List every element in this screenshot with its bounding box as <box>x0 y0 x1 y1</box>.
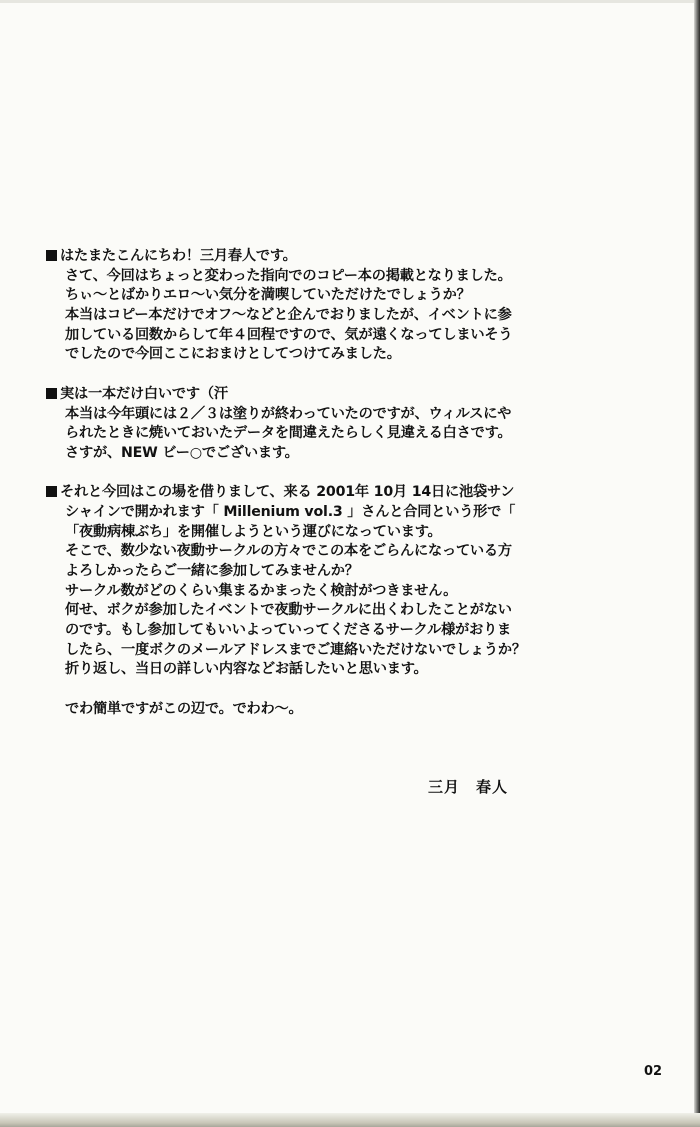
text-line: サークル数がどのくらい集まるかまったく検討がつきません。 <box>65 582 458 599</box>
text-line: よろしかったらご一緒に参加してみませんか？ <box>65 563 359 579</box>
page-right-edge <box>694 0 700 1127</box>
paragraph-greeting <box>46 247 646 365</box>
text-line: そこで、数少ない夜動サークルの方々でこの本をごらんになっている方 <box>65 543 512 560</box>
text-line: られたときに焼いておいたデータを間違えたらしく見違える白さです。 <box>65 425 512 442</box>
bullet-square-icon <box>46 486 57 497</box>
text-line: したら、一度ボクのメールアドレスまでご連絡いただけないでしょうか？ <box>65 641 526 658</box>
bullet-square-icon <box>46 388 57 399</box>
text-line: シャインで開かれます「 Millenium vol.3 」さんと合同という形で「 <box>65 503 516 520</box>
bullet-square-icon <box>46 250 57 261</box>
text-line: でしたので今回ここにおまけとしてつけてみました。 <box>65 346 401 363</box>
author-signature: 三月 春人 <box>428 778 509 796</box>
paragraph-white-page <box>46 385 646 464</box>
text-line: のです。もし参加してもいいよっていってくださるサークル様がおりま <box>65 622 512 639</box>
afterword-text <box>46 247 646 739</box>
page-number: 02 <box>644 1064 663 1079</box>
text-line: はたまたこんにちわ！三月春人です。 <box>46 247 646 267</box>
text-line: さて、今回はちょっと変わった指向でのコピー本の掲載となりました。 <box>65 267 512 284</box>
text-line: 本当はコピー本だけでオフ〜などと企んでおりましたが、イベントに参 <box>65 307 512 324</box>
text-line: さすが、NEW ビー○でございます。 <box>65 444 299 461</box>
paragraph-event <box>46 483 646 680</box>
text-line: ちぃ〜とばかりエロ〜い気分を満喫していただけたでしょうか？ <box>65 287 471 304</box>
text-line: 加している回数からして年４回程ですので、気が遠くなってしまいそう <box>65 326 513 343</box>
page-top-edge <box>0 0 700 3</box>
text-line: 折り返し、当日の詳しい内容などお話したいと思います。 <box>65 661 428 678</box>
text-line: 何せ、ボクが参加したイベントで夜動サークルに出くわしたことがない <box>65 602 512 619</box>
text-line: それと今回はこの場を借りまして、来る 2001年 10月 14日に池袋サン <box>46 483 646 503</box>
paragraph-closing <box>46 700 646 720</box>
text-line: でわ簡単ですがこの辺で。でわわ〜。 <box>65 700 303 717</box>
text-line: 「夜動病棟ぶち」を開催しようという運びになっています。 <box>65 523 442 540</box>
text-line: 実は一本だけ白いです（汗 <box>46 385 646 405</box>
page-bottom-edge <box>0 1113 700 1127</box>
text-line: 本当は今年頭には２／３は塗りが終わっていたのですが、ウィルスにや <box>65 405 512 422</box>
